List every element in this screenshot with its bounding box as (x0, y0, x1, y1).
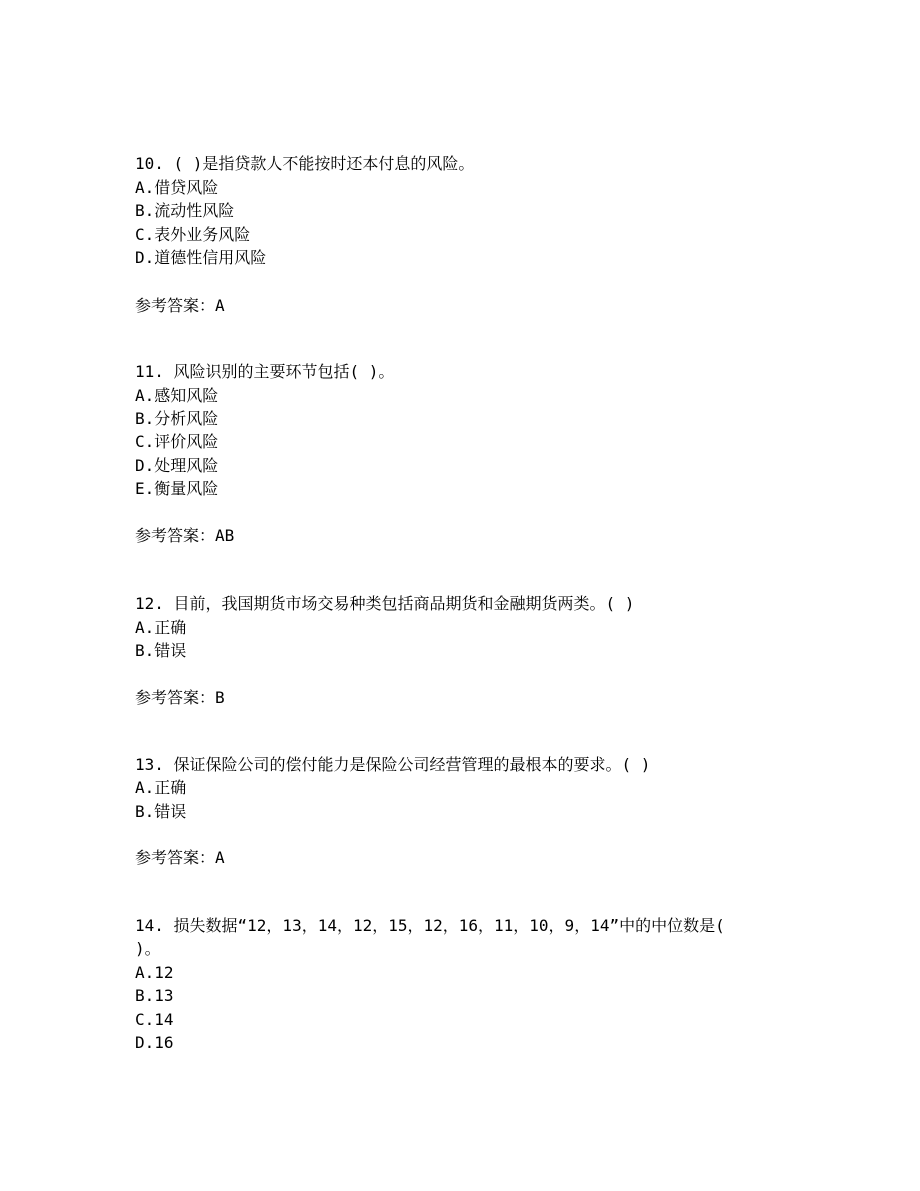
question-11-option-e: E.衡量风险 (135, 479, 219, 498)
question-13-stem: 13. 保证保险公司的偿付能力是保险公司经营管理的最根本的要求。( ) (135, 755, 651, 774)
question-10-option-c: C.表外业务风险 (135, 225, 251, 244)
question-13-answer: 参考答案：A (135, 848, 225, 867)
question-10-answer: 参考答案：A (135, 296, 225, 315)
question-14-stem-line-1: 14. 损失数据“12，13，14，12，15，12，16，11，10，9，14”中的中位数是( (135, 916, 725, 935)
question-10-option-b: B.流动性风险 (135, 201, 235, 220)
question-11-option-d: D.处理风险 (135, 456, 219, 475)
question-13-option-b: B.错误 (135, 802, 187, 821)
question-14-option-c: C.14 (135, 1010, 174, 1029)
question-14-stem-line-2: )。 (135, 939, 161, 958)
question-14-option-b: B.13 (135, 986, 174, 1005)
question-14-option-a: A.12 (135, 963, 174, 982)
question-11-stem: 11. 风险识别的主要环节包括( )。 (135, 362, 395, 381)
question-11-answer: 参考答案：AB (135, 526, 235, 545)
question-10-stem: 10. ( )是指贷款人不能按时还本付息的风险。 (135, 154, 475, 173)
question-10-option-a: A.借贷风险 (135, 178, 219, 197)
question-12-option-a: A.正确 (135, 618, 187, 637)
question-11-option-b: B.分析风险 (135, 409, 219, 428)
question-12-answer: 参考答案：B (135, 688, 225, 707)
question-11-option-a: A.感知风险 (135, 386, 219, 405)
question-12-option-b: B.错误 (135, 641, 187, 660)
question-10-option-d: D.道德性信用风险 (135, 248, 267, 267)
question-14-option-d: D.16 (135, 1033, 174, 1052)
question-13-option-a: A.正确 (135, 778, 187, 797)
question-12-stem: 12. 目前，我国期货市场交易种类包括商品期货和金融期货两类。( ) (135, 594, 635, 613)
question-11-option-c: C.评价风险 (135, 432, 219, 451)
